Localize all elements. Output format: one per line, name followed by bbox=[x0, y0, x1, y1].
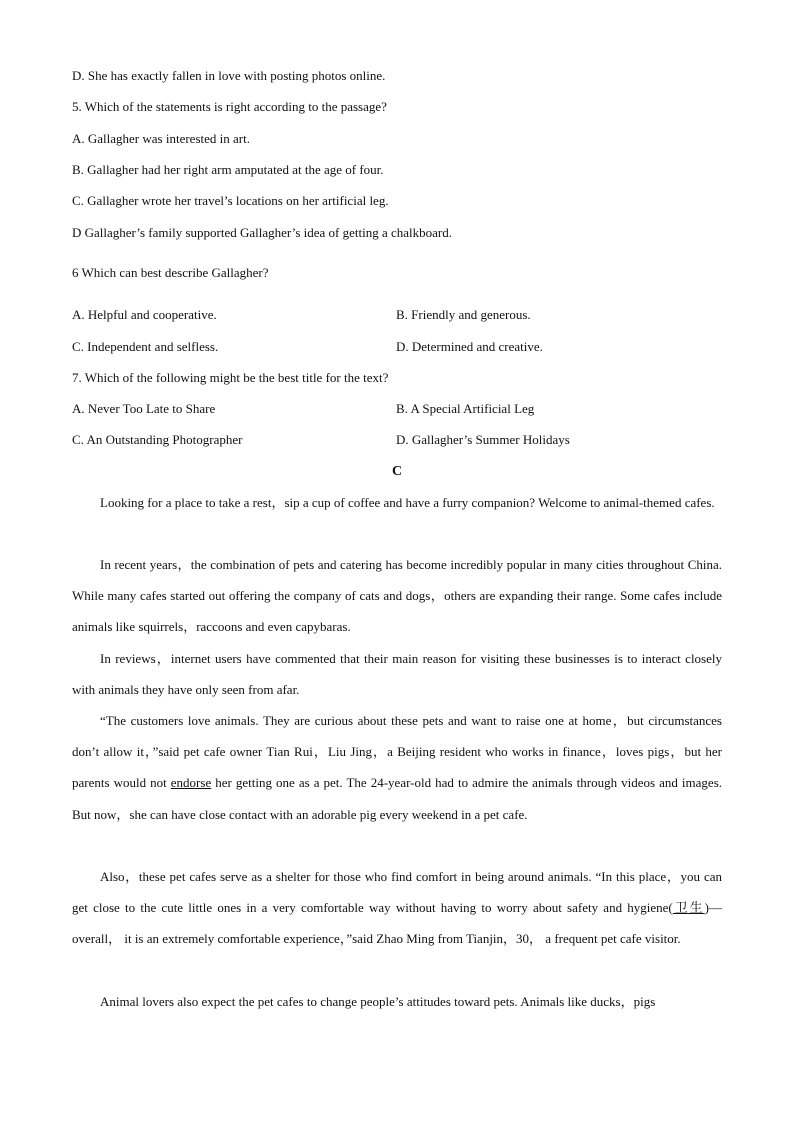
paragraph-4-text-a: “The customers love animals. They are curious about these pets and want to raise one at home，but circumstances don’t allow it，”said pet cafe owner Tian Rui，Liu Jing，a Beijing resident who works in finance，loves pigs，but her parents would not bbox=[72, 713, 722, 791]
passage-paragraph-6: Animal lovers also expect the pet cafes to change people’s attitudes toward pets. Animals like ducks，pigs bbox=[100, 994, 656, 1009]
q7-option-b: B. A Special Artificial Leg bbox=[396, 401, 535, 416]
section-heading: C bbox=[391, 464, 403, 479]
passage-paragraph-5 bbox=[72, 861, 722, 955]
paragraph-5-text-b: )—overall， it is an extremely comfortable experience，”said Zhao Ming from Tianjin，30， a frequent pet cafe visitor. bbox=[72, 900, 722, 947]
q7-option-d: D. Gallagher’s Summer Holidays bbox=[396, 432, 570, 447]
q6-option-b: B. Friendly and generous. bbox=[396, 307, 531, 322]
passage-paragraph-1: Looking for a place to take a rest，sip a cup of coffee and have a furry companion? Welcome to animal-themed cafes. bbox=[100, 495, 715, 510]
q5-stem: 5. Which of the statements is right according to the passage? bbox=[72, 99, 387, 114]
q6-option-a: A. Helpful and cooperative. bbox=[72, 307, 217, 322]
paragraph-4-text-b: her getting one as a pet. The 24-year-old had to admire the animals through videos and images. But now，she can have close contact with an adorable pig every weekend in a pet cafe. bbox=[72, 775, 722, 822]
underlined-word-hygiene-gloss: 卫生 bbox=[672, 900, 705, 916]
q6-option-d: D. Determined and creative. bbox=[396, 339, 543, 354]
q5-option-a: A. Gallagher was interested in art. bbox=[72, 131, 250, 146]
passage-paragraph-2: In recent years，the combination of pets and catering has become incredibly popular in many cities throughout China. While many cafes started out offering the company of cats and dogs，others are expanding their range. Some cafes include animals like squirrels，raccoons and even capybaras. bbox=[72, 557, 722, 635]
q5-option-c: C. Gallagher wrote her travel’s locations on her artificial leg. bbox=[72, 193, 389, 208]
q5-option-b: B. Gallagher had her right arm amputated at the age of four. bbox=[72, 162, 384, 177]
q7-stem: 7. Which of the following might be the best title for the text? bbox=[72, 370, 389, 385]
q5-option-d: D Gallagher’s family supported Gallagher’s idea of getting a chalkboard. bbox=[72, 225, 453, 240]
q6-option-c: C. Independent and selfless. bbox=[72, 339, 219, 354]
paragraph-5-text-a: Also，these pet cafes serve as a shelter for those who find comfort in being around animals. “In this place，you can get close to the cute little ones in a very comfortable way without having to worry about safety and hygiene( bbox=[72, 869, 722, 916]
q7-option-c: C. An Outstanding Photographer bbox=[72, 432, 243, 447]
underlined-word-endorse: endorse bbox=[170, 775, 212, 791]
passage-paragraph-3: In reviews，internet users have commented that their main reason for visiting these businesses is to interact closely with animals they have only seen from afar. bbox=[72, 651, 722, 698]
q4-option-d: D. She has exactly fallen in love with posting photos online. bbox=[72, 68, 386, 83]
q7-option-a: A. Never Too Late to Share bbox=[72, 401, 216, 416]
q6-stem: 6 Which can best describe Gallagher? bbox=[72, 265, 269, 280]
passage-paragraph-4 bbox=[72, 705, 722, 830]
